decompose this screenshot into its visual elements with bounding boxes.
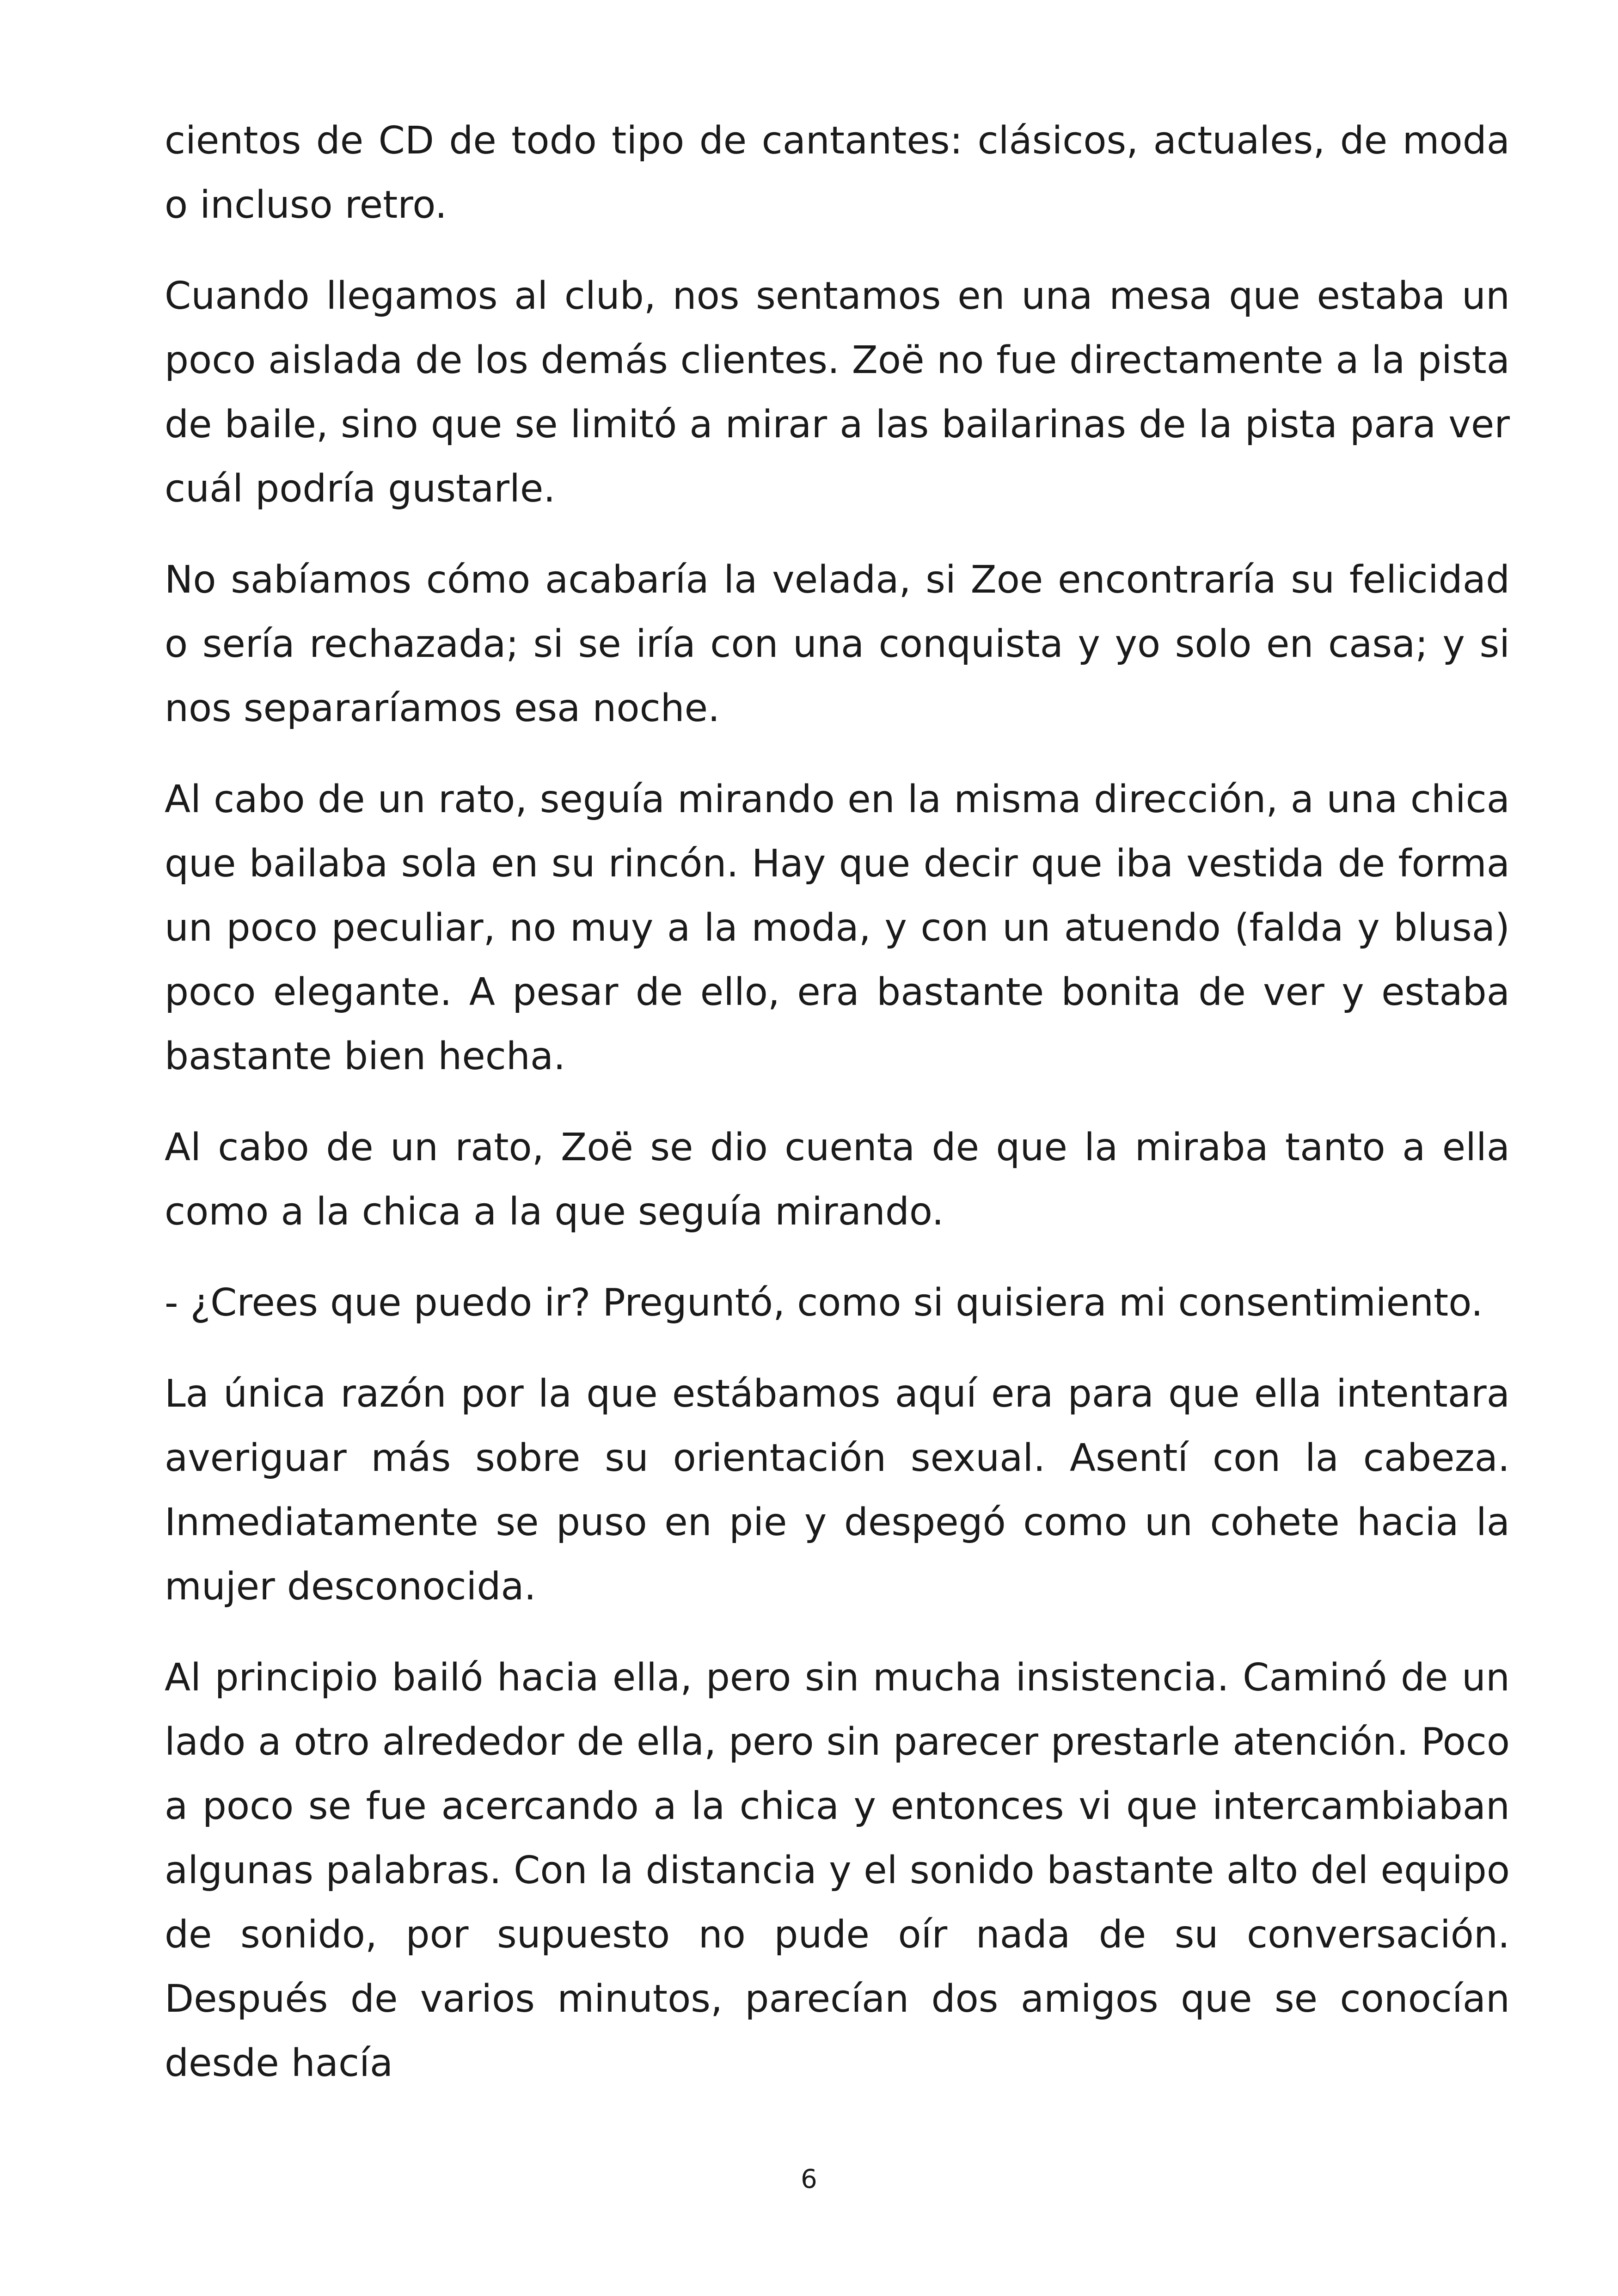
paragraph-8: Al principio bailó hacia ella, pero sin mucha insistencia. Caminó de un lado a otro alrededor de ella, pero sin parecer prestarle atención. Poco a poco se fue acercando a la chica y entonces vi que intercambiaban algunas palabras. Con la distancia y el sonido bastante alto del equipo de sonido, por supuesto no pude oír nada de su conversación. Después de varios minutos, parecían dos amigos que se conocían desde hacía: [165, 1656, 1510, 2085]
paragraph-3: No sabíamos cómo acabaría la velada, si Zoe encontraría su felicidad o sería rechazada; si se iría con una conquista y yo solo en casa; y si nos separaríamos esa noche.: [165, 558, 1510, 730]
paragraph-2: Cuando llegamos al club, nos sentamos en una mesa que estaba un poco aislada de los demás clientes. Zoë no fue directamente a la pista de baile, sino que se limitó a mirar a las bailarinas de la pista para ver cuál podría gustarle.: [165, 274, 1510, 511]
paragraph-7: La única razón por la que estábamos aquí era para que ella intentara averiguar más sobre su orientación sexual. Asentí con la cabeza. Inmediatamente se puso en pie y despegó como un cohete hacia la mujer desconocida.: [165, 1372, 1510, 1609]
page-number: 6: [801, 2164, 817, 2194]
paragraph-4: Al cabo de un rato, seguía mirando en la misma dirección, a una chica que bailaba sola en su rincón. Hay que decir que iba vestida de forma un poco peculiar, no muy a la moda, y con un atuendo (falda y blusa) poco elegante. A pesar de ello, era bastante bonita de ver y estaba bastante bien hecha.: [165, 778, 1510, 1078]
body-text: [165, 109, 1510, 2095]
paragraph-1: cientos de CD de todo tipo de cantantes: clásicos, actuales, de moda o incluso retro.: [165, 119, 1510, 227]
paragraph-5: Al cabo de un rato, Zoë se dio cuenta de que la miraba tanto a ella como a la chica a la que seguía mirando.: [165, 1126, 1510, 1234]
paragraph-6-dialogue: - ¿Crees que puedo ir? Preguntó, como si quisiera mi consentimiento.: [165, 1281, 1483, 1325]
